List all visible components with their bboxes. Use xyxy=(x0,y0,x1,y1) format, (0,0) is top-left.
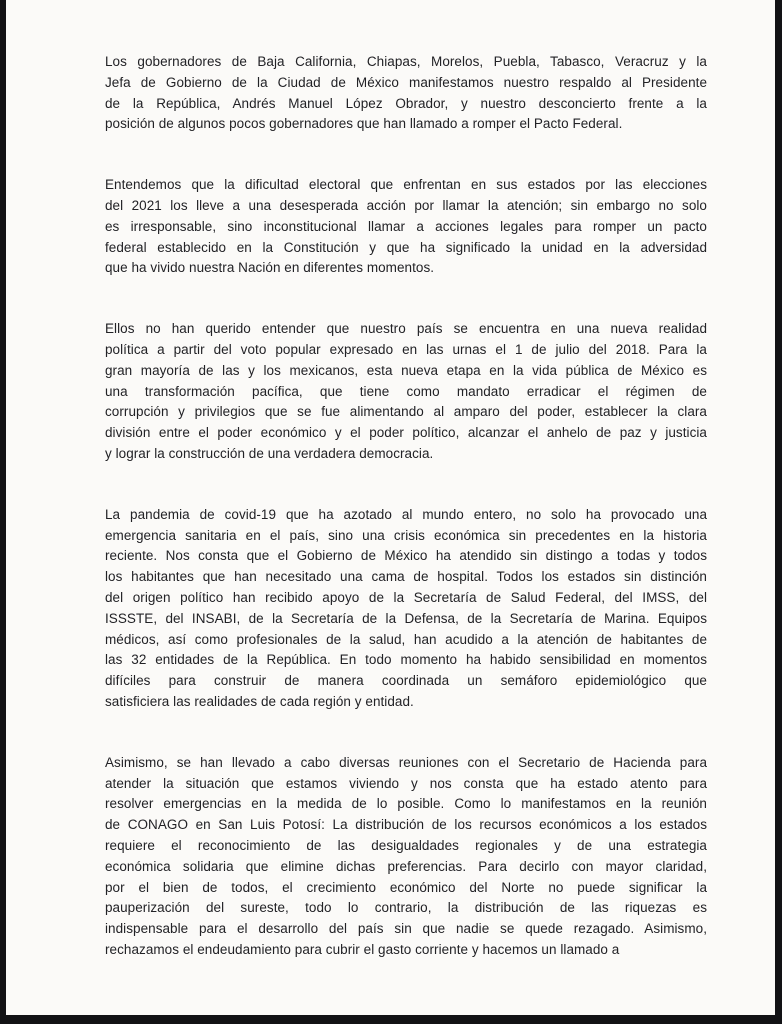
text-line: gran mayoría de las y los mexicanos, esta nueva etapa en la vida pública de México es xyxy=(105,362,707,378)
text-line: de CONAGO en San Luis Potosí: La distribución de los recursos económicos a los estados xyxy=(105,817,707,833)
text-line: Los gobernadores de Baja California, Chiapas, Morelos, Puebla, Tabasco, Veracruz y la xyxy=(105,54,707,69)
text-line: y lograr la construcción de una verdadera democracia. xyxy=(105,445,434,461)
text-line: posición de algunos pocos gobernadores que han llamado a romper el Pacto Federal. xyxy=(105,116,623,132)
text-line: Ellos no han querido entender que nuestro país se encuentra en una nueva realidad xyxy=(105,321,707,337)
text-line: corrupción y privilegios que se fue alimentando al amparo del poder, establecer la clara xyxy=(105,404,707,420)
paragraph-4 xyxy=(105,505,707,713)
text-line: difíciles para construir de manera coordinada un semáforo epidemiológico que xyxy=(105,673,707,689)
text-line: política a partir del voto popular expresado en las urnas el 1 de julio del 2018. Para la xyxy=(105,341,707,357)
text-line: atender la situación que estamos viviendo y nos consta que ha estado atento para xyxy=(105,775,707,791)
text-line: Entendemos que la dificultad electoral que enfrentan en sus estados por las elecciones xyxy=(105,177,707,193)
text-line: Asimismo, se han llevado a cabo diversas reuniones con el Secretario de Hacienda para xyxy=(105,754,707,770)
document-text xyxy=(105,52,707,961)
text-line: Jefa de Gobierno de la Ciudad de México manifestamos nuestro respaldo al Presidente xyxy=(105,74,707,90)
paragraph-2 xyxy=(105,175,707,279)
text-line: indispensable para el desarrollo del país sin que nadie se quede rezagado. Asimismo, xyxy=(105,921,707,937)
text-line: La pandemia de covid-19 que ha azotado al mundo entero, no solo ha provocado una xyxy=(105,506,707,522)
text-line: rechazamos el endeudamiento para cubrir el gasto corriente y hacemos un llamado a xyxy=(105,941,620,957)
text-line: las 32 entidades de la República. En todo momento ha habido sensibilidad en momentos xyxy=(105,652,707,668)
text-line: que ha vivido nuestra Nación en diferentes momentos. xyxy=(105,260,435,276)
photo-border-left xyxy=(0,0,6,1024)
text-line: de la República, Andrés Manuel López Obrador, y nuestro desconcierto frente a la xyxy=(105,95,707,111)
text-line: médicos, así como profesionales de la salud, han acudido a la atención de habitantes de xyxy=(105,631,707,647)
text-line: económica solidaria que elimine dichas preferencias. Para decirlo con mayor claridad, xyxy=(105,858,707,874)
photo-border-bottom xyxy=(0,1015,782,1024)
text-line: ISSSTE, del INSABI, de la Secretaría de la Defensa, de la Secretaría de Marina. Equipos xyxy=(105,610,707,626)
text-line: por el bien de todos, el crecimiento económico del Norte no puede significar la xyxy=(105,879,707,895)
text-line: es irresponsable, sino inconstitucional llamar a acciones legales para romper un pacto xyxy=(105,218,707,234)
text-line: del origen político han recibido apoyo de la Secretaría de Salud Federal, del IMSS, del xyxy=(105,589,707,605)
text-line: pauperización del sureste, todo lo contrario, la distribución de las riquezas es xyxy=(105,900,707,916)
text-line: resolver emergencias en la medida de lo posible. Como lo manifestamos en la reunión xyxy=(105,796,707,812)
text-line: los habitantes que han necesitado una cama de hospital. Todos los estados sin distinción xyxy=(105,569,707,585)
paragraph-3 xyxy=(105,319,707,465)
paragraph-5 xyxy=(105,753,707,961)
text-line: división entre el poder económico y el poder político, alcanzar el anhelo de paz y justicia xyxy=(105,425,707,441)
text-line: requiere el reconocimiento de las desigualdades regionales y de una estrategia xyxy=(105,837,707,853)
photo-border-right xyxy=(775,0,782,1024)
text-line: del 2021 los lleve a una desesperada acción por llamar la atención; sin embargo no solo xyxy=(105,197,707,213)
text-line: federal establecido en la Constitución y que ha significado la unidad en la adversidad xyxy=(105,239,707,255)
text-line: reciente. Nos consta que el Gobierno de México ha atendido sin distingo a todas y todos xyxy=(105,548,707,564)
paragraph-1 xyxy=(105,52,707,135)
text-line: una transformación pacífica, que tiene como mandato erradicar el régimen de xyxy=(105,383,707,399)
text-line: emergencia sanitaria en el país, sino una crisis económica sin precedentes en la historia xyxy=(105,527,707,543)
text-line: satisficiera las realidades de cada región y entidad. xyxy=(105,693,414,709)
